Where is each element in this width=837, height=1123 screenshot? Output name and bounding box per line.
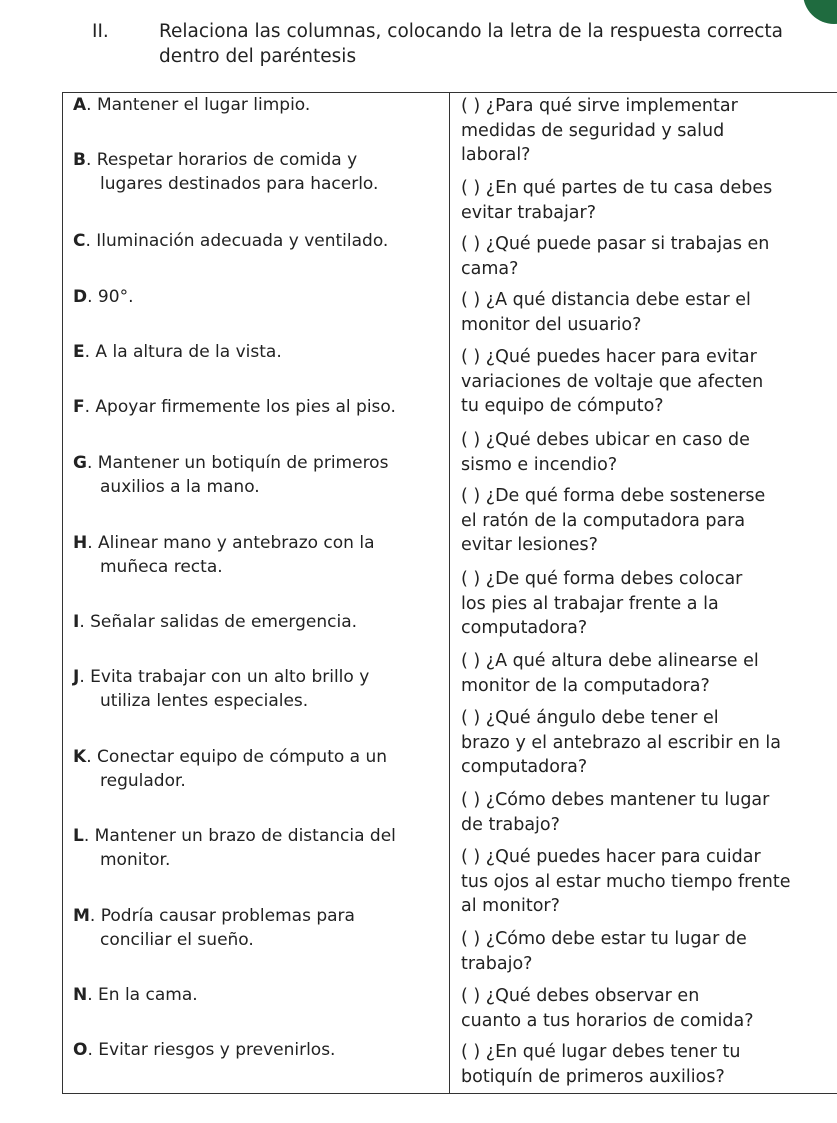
- question-line: medidas de seguridad y salud: [461, 120, 725, 141]
- answer-o: [73, 1038, 335, 1062]
- question-line: botiquín de primeros auxilios?: [461, 1066, 725, 1087]
- answer-m: [73, 904, 355, 952]
- question-line: ( ) ¿De qué forma debe sostenerse: [461, 486, 766, 506]
- question-line: computadora?: [461, 618, 588, 638]
- question-line: tu equipo de cómputo?: [461, 396, 664, 416]
- question-line: ( ) ¿A qué altura debe alinearse el: [461, 651, 759, 671]
- answer-l: [73, 824, 396, 872]
- question-line: ( ) ¿Cómo debe estar tu lugar de: [461, 929, 747, 949]
- answer-letter: B: [73, 150, 86, 170]
- question-line: brazo y el antebrazo al escribir en la: [461, 732, 781, 753]
- question-line: ( ) ¿Qué debes observar en: [461, 986, 700, 1006]
- answer-text-cont: lugares destinados para hacerlo.: [100, 174, 379, 194]
- question-line: de trabajo?: [461, 814, 560, 835]
- question-line: ( ) ¿En qué partes de tu casa debes: [461, 178, 773, 198]
- answer-letter: C: [73, 231, 86, 251]
- answer-text: . Conectar equipo de cómputo a un: [86, 747, 388, 767]
- question-14: [461, 984, 754, 1033]
- instruction-line-1: Relaciona las columnas, colocando la letra de la respuesta correcta: [159, 21, 784, 42]
- question-8: [461, 567, 742, 641]
- answer-e: [73, 340, 282, 364]
- instruction-line-2: dentro del paréntesis: [159, 46, 357, 67]
- answer-k: [73, 745, 387, 793]
- answer-i: [73, 610, 357, 634]
- question-line: ( ) ¿A qué distancia debe estar el: [461, 290, 751, 310]
- answer-g: [73, 451, 388, 499]
- answer-letter: I: [73, 612, 80, 632]
- question-line: los pies al trabajar frente a la: [461, 593, 719, 614]
- answer-text: . A la altura de la vista.: [84, 342, 282, 362]
- question-line: evitar lesiones?: [461, 535, 598, 555]
- answer-letter: G: [73, 453, 87, 473]
- question-1: [461, 94, 738, 168]
- answer-text: . Mantener un brazo de distancia del: [83, 826, 396, 846]
- answer-c: [73, 229, 388, 253]
- question-9: [461, 649, 759, 698]
- answer-text: . Alinear mano y antebrazo con la: [87, 533, 375, 553]
- answer-n: [73, 983, 198, 1007]
- answer-text-cont: regulador.: [100, 771, 186, 791]
- answer-j: [73, 665, 369, 713]
- answer-text: . 90°.: [87, 287, 134, 307]
- question-line: monitor de la computadora?: [461, 675, 710, 696]
- answer-letter: H: [73, 533, 88, 553]
- answer-text-cont: monitor.: [100, 850, 171, 870]
- question-6: [461, 428, 750, 477]
- question-7: [461, 484, 765, 558]
- answer-letter: E: [73, 342, 85, 362]
- question-line: ( ) ¿Cómo debes mantener tu lugar: [461, 790, 770, 810]
- question-line: cuanto a tus horarios de comida?: [461, 1010, 754, 1031]
- answer-letter: M: [73, 906, 90, 926]
- answer-letter: F: [73, 397, 85, 417]
- answer-text: . Evita trabajar con un alto brillo y: [79, 667, 370, 687]
- question-10: [461, 706, 781, 780]
- answer-letter: J: [73, 667, 80, 687]
- question-line: el ratón de la computadora para: [461, 510, 746, 531]
- answer-letter: N: [73, 985, 88, 1005]
- answer-text: . Mantener un botiquín de primeros: [86, 453, 389, 473]
- answer-text: . Iluminación adecuada y ventilado.: [85, 231, 389, 251]
- question-4: [461, 288, 751, 337]
- question-13: [461, 927, 747, 976]
- column-divider: [449, 92, 450, 1094]
- question-12: [461, 845, 790, 919]
- answer-text-cont: muñeca recta.: [100, 557, 223, 577]
- question-line: tus ojos al estar mucho tiempo frente: [461, 871, 791, 892]
- answer-letter: A: [73, 95, 87, 115]
- answer-text-cont: utiliza lentes especiales.: [100, 691, 309, 711]
- answer-text-cont: auxilios a la mano.: [100, 477, 260, 497]
- answer-letter: K: [73, 747, 87, 767]
- answer-text: . Mantener el lugar limpio.: [86, 95, 311, 115]
- question-line: ( ) ¿En qué lugar debes tener tu: [461, 1042, 741, 1062]
- section-number: II.: [92, 21, 109, 42]
- question-line: ( ) ¿Para qué sirve implementar: [461, 96, 738, 116]
- answer-letter: O: [73, 1040, 88, 1060]
- answer-letter: D: [73, 287, 88, 307]
- question-line: laboral?: [461, 145, 531, 165]
- question-line: sismo e incendio?: [461, 454, 618, 475]
- answer-letter: L: [73, 826, 84, 846]
- question-line: ( ) ¿Qué puedes hacer para cuidar: [461, 847, 761, 867]
- answer-h: [73, 531, 375, 579]
- question-line: evitar trabajar?: [461, 202, 597, 223]
- corner-logo-mark: [803, 0, 837, 24]
- question-line: ( ) ¿Qué debes ubicar en caso de: [461, 430, 750, 450]
- answer-text: . Podría causar problemas para: [89, 906, 355, 926]
- answer-text: . Evitar riesgos y prevenirlos.: [87, 1040, 336, 1060]
- question-line: ( ) ¿Qué puedes hacer para evitar: [461, 347, 757, 367]
- question-3: [461, 232, 769, 281]
- question-line: variaciones de voltaje que afecten: [461, 371, 764, 392]
- question-2: [461, 176, 772, 225]
- question-15: [461, 1040, 740, 1089]
- question-line: cama?: [461, 258, 519, 279]
- question-11: [461, 788, 769, 837]
- answer-b: [73, 148, 378, 196]
- question-line: computadora?: [461, 757, 588, 777]
- answer-a: [73, 93, 310, 117]
- answer-text: . Apoyar firmemente los pies al piso.: [84, 397, 396, 417]
- question-line: ( ) ¿Qué puede pasar si trabajas en: [461, 234, 770, 254]
- question-line: ( ) ¿De qué forma debes colocar: [461, 569, 743, 589]
- question-line: monitor del usuario?: [461, 314, 642, 335]
- answer-d: [73, 285, 133, 309]
- answer-f: [73, 395, 396, 419]
- question-5: [461, 345, 763, 419]
- answer-text-cont: conciliar el sueño.: [100, 930, 254, 950]
- question-line: trabajo?: [461, 953, 533, 974]
- answer-text: . En la cama.: [87, 985, 198, 1005]
- answer-text: . Respetar horarios de comida y: [85, 150, 358, 170]
- question-line: al monitor?: [461, 896, 560, 916]
- question-line: ( ) ¿Qué ángulo debe tener el: [461, 708, 719, 728]
- answer-text: . Señalar salidas de emergencia.: [79, 612, 358, 632]
